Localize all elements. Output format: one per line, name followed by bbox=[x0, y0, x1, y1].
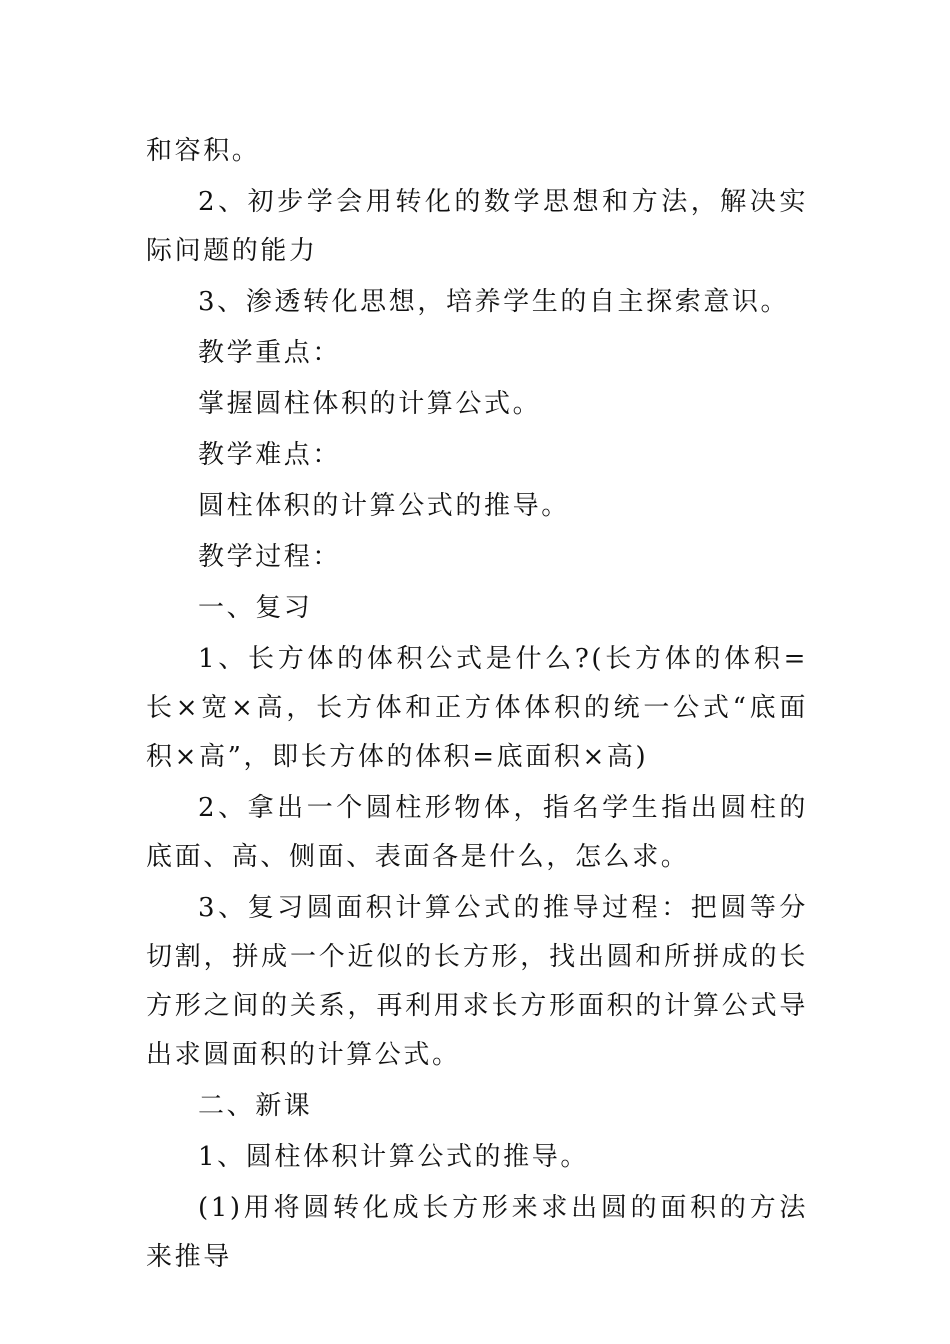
paragraph-review-2: 2、拿出一个圆柱形物体，指名学生指出圆柱的底面、高、侧面、表面各是什么，怎么求。 bbox=[146, 793, 808, 872]
heading-key-point: 教学重点： bbox=[198, 338, 342, 368]
paragraph-objective-2: 2、初步学会用转化的数学思想和方法，解决实际问题的能力 bbox=[146, 187, 808, 266]
paragraph-difficulty: 圆柱体积的计算公式的推导。 bbox=[198, 491, 570, 521]
heading-difficulty: 教学难点： bbox=[198, 440, 342, 470]
document-body bbox=[146, 127, 808, 1284]
paragraph-review-3: 3、复习圆面积计算公式的推导过程：把圆等分切割，拼成一个近似的长方形，找出圆和所拼成的长方形之间的关系，再利用求长方形面积的计算公式导出求圆面积的计算公式。 bbox=[146, 893, 808, 1070]
paragraph-new-lesson-1-1: (1)用将圆转化成长方形来求出圆的面积的方法来推导 bbox=[146, 1193, 808, 1272]
heading-process: 教学过程： bbox=[198, 542, 342, 572]
heading-new-lesson: 二、新课 bbox=[198, 1091, 313, 1121]
paragraph-continuation: 和容积。 bbox=[146, 136, 261, 166]
paragraph-new-lesson-1: 1、圆柱体积计算公式的推导。 bbox=[198, 1142, 589, 1172]
paragraph-key-point: 掌握圆柱体积的计算公式。 bbox=[198, 389, 542, 419]
paragraph-review-1: 1、长方体的体积公式是什么?(长方体的体积=长×宽×高，长方体和正方体体积的统一公式“底面积×高”，即长方体的体积=底面积×高) bbox=[146, 644, 808, 772]
heading-review: 一、复习 bbox=[198, 593, 313, 623]
paragraph-objective-3: 3、渗透转化思想，培养学生的自主探索意识。 bbox=[198, 287, 790, 317]
